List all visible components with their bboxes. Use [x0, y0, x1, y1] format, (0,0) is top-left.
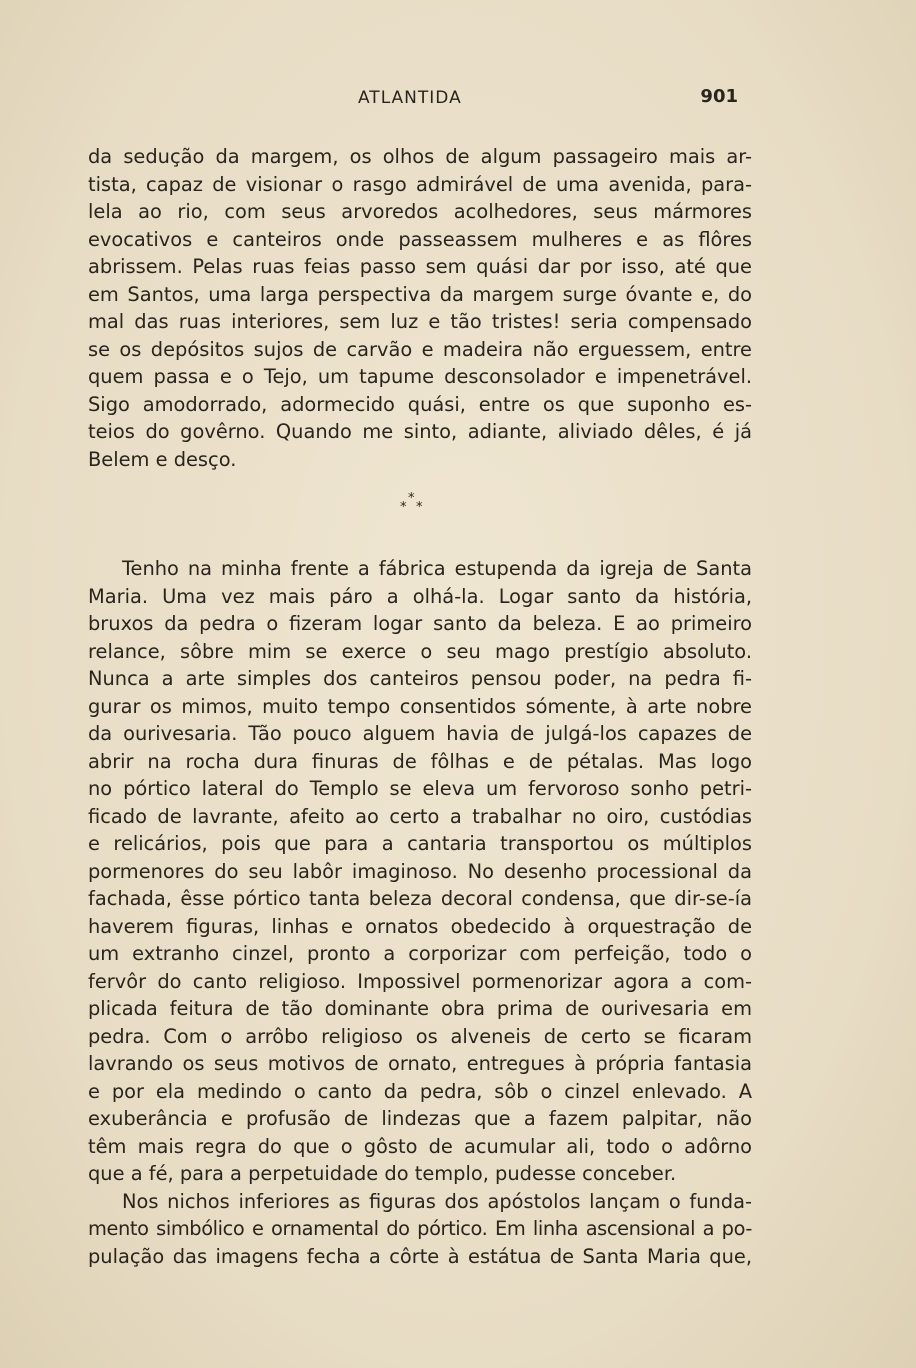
text-line: e por ela medindo o canto da pedra, sôb o cinzel enlevado. A: [88, 1079, 752, 1103]
text-line: plicada feitura de tão dominante obra prima de ourivesaria em: [88, 997, 752, 1020]
text-line: um extranho cinzel, pronto a corporizar com perfeição, todo o: [88, 942, 752, 965]
text-line: fervôr do canto religioso. Impossivel pormenorizar agora a com-: [88, 969, 752, 993]
text-line: se os depósitos sujos de carvão e madeira não erguessem, entre: [88, 337, 752, 361]
text-line: Belem e desço.: [88, 447, 237, 471]
paragraph-3: [88, 1188, 752, 1271]
text-line: da ourivesaria. Tão pouco alguem havia de julgá-los capazes de: [88, 722, 752, 745]
text-line: quem passa e o Tejo, um tapume desconsolador e impenetrável.: [88, 365, 752, 388]
text-line: bruxos da pedra o fizeram logar santo da beleza. E ao primeiro: [88, 612, 752, 635]
asterism-star-right: *: [416, 500, 423, 515]
text-line: pormenores do seu labôr imaginoso. No desenho processional da: [88, 859, 752, 883]
text-line: têm mais regra do que o gôsto de acumular ali, todo o adôrno: [88, 1134, 752, 1158]
text-line: mento simbólico e ornamental do pórtico. Em linha ascensional a po-: [88, 1217, 752, 1240]
text-line: lavrando os seus motivos de ornato, entregues à própria fantasia: [88, 1052, 752, 1075]
page-number: 901: [700, 86, 738, 107]
text-line: abrissem. Pelas ruas feias passo sem quási dar por isso, até que: [88, 255, 752, 278]
text-line: Tenho na minha frente a fábrica estupenda da igreja de Santa: [122, 557, 752, 580]
text-line: relance, sôbre mim se exerce o seu mago prestígio absoluto.: [88, 639, 752, 663]
text-line: que a fé, para a perpetuidade do templo, pudesse conceber.: [88, 1162, 677, 1185]
text-line: exuberância e profusão de lindezas que a fazem palpitar, não: [88, 1107, 752, 1130]
text-line: lela ao rio, com seus arvoredos acolhedores, seus mármores: [88, 200, 752, 223]
page-header: [88, 88, 738, 118]
asterism-star-left: *: [400, 500, 407, 515]
text-line: mal das ruas interiores, sem luz e tão tristes! seria compensado: [88, 310, 752, 333]
text-line: Sigo amodorrado, adormecido quási, entre os que suponho es-: [88, 392, 752, 416]
text-line: e relicários, pois que para a cantaria transportou os múltiplos: [88, 832, 752, 855]
asterism-ornament: [394, 485, 434, 525]
text-line: Nunca a arte simples dos canteiros pensou poder, na pedra fi-: [88, 667, 752, 690]
text-line: fachada, êsse pórtico tanta beleza decoral condensa, que dir-se-ía: [88, 887, 752, 910]
paragraph-1: [88, 143, 752, 473]
section-separator: [88, 473, 752, 555]
paragraph-2: [88, 555, 752, 1188]
text-line: Maria. Uma vez mais páro a olhá-la. Logar santo da história,: [88, 584, 752, 608]
text-line: haverem figuras, linhas e ornatos obedecido à orquestração de: [88, 914, 752, 938]
text-line: gurar os mimos, muito tempo consentidos sómente, à arte nobre: [88, 694, 752, 718]
text-line: em Santos, uma larga perspectiva da margem surge óvante e, do: [88, 282, 752, 306]
text-line: pedra. Com o arrôbo religioso os alveneis de certo se ficaram: [88, 1024, 752, 1048]
text-line: abrir na rocha dura finuras de fôlhas e de pétalas. Mas logo: [88, 749, 752, 773]
text-line: teios do govêrno. Quando me sinto, adiante, aliviado dêles, é já: [88, 420, 752, 443]
text-line: Nos nichos inferiores as figuras dos apóstolos lançam o funda-: [122, 1189, 752, 1213]
text-line: ficado de lavrante, afeito ao certo a trabalhar no oiro, custódias: [88, 804, 752, 828]
text-line: evocativos e canteiros onde passeassem mulheres e as flôres: [88, 227, 752, 251]
body-text: [88, 143, 752, 1270]
running-title: ATLANTIDA: [358, 88, 462, 108]
asterism-star-top: *: [408, 491, 415, 506]
text-line: no pórtico lateral do Templo se eleva um fervoroso sonho petri-: [88, 777, 752, 800]
text-line: da sedução da margem, os olhos de algum passageiro mais ar-: [88, 145, 752, 168]
text-line: tista, capaz de visionar o rasgo admirável de uma avenida, para-: [88, 172, 752, 196]
text-line: pulação das imagens fecha a côrte à estátua de Santa Maria que,: [88, 1244, 752, 1268]
